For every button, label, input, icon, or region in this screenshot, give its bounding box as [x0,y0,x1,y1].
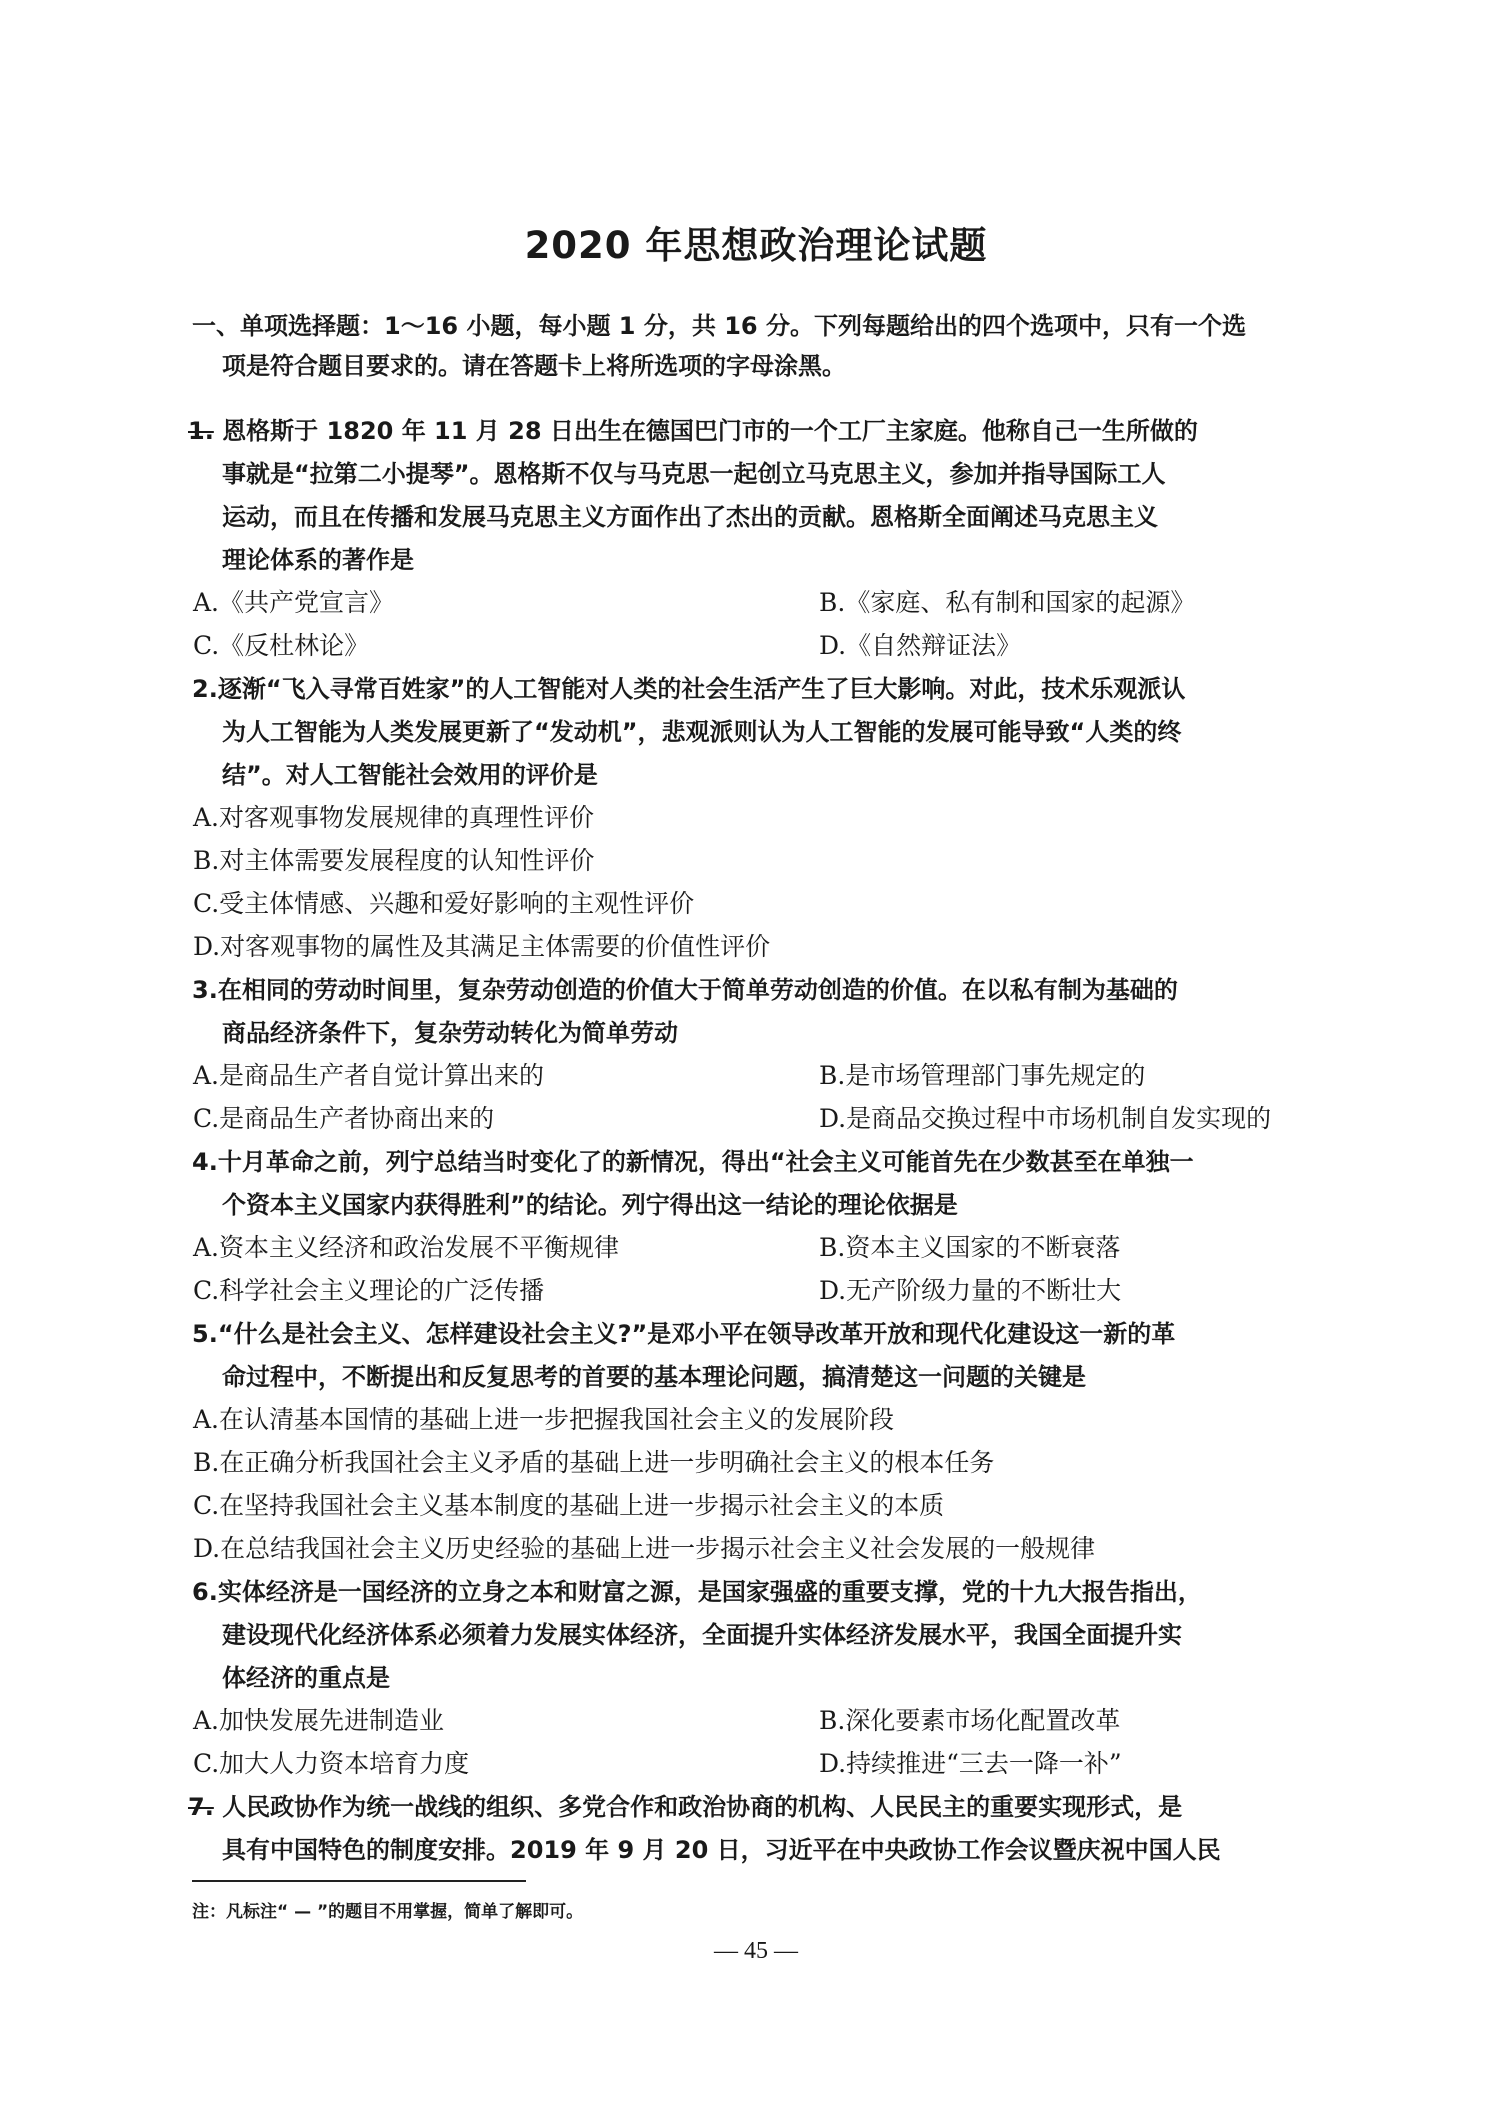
q4-option-c: C.科学社会主义理论的广泛传播 [193,1276,545,1305]
question-5-line-1: 5.“什么是社会主义、怎样建设社会主义?”是邓小平在领导改革开放和现代化建设这一新的革 [192,1320,1176,1348]
q5-option-d: D.在总结我国社会主义历史经验的基础上进一步揭示社会主义社会发展的一般规律 [193,1534,1096,1563]
question-number-1: 1. [188,417,214,445]
question-7-line-2: 具有中国特色的制度安排。2019 年 9 月 20 日，习近平在中央政协工作会议暨庆祝中国人民 [222,1836,1221,1864]
section-instruction-line-1: 一、单项选择题：1～16 小题，每小题 1 分，共 16 分。下列每题给出的四个选项中，只有一个选 [192,312,1246,340]
question-1-line-2: 事就是“拉第二小提琴”。恩格斯不仅与马克思一起创立马克思主义，参加并指导国际工人 [222,460,1166,488]
question-5-line-2: 命过程中，不断提出和反复思考的首要的基本理论问题，搞清楚这一问题的关键是 [222,1363,1086,1391]
q4-option-d: D.无产阶级力量的不断壮大 [819,1276,1122,1305]
question-4-line-1: 4.十月革命之前，列宁总结当时变化了的新情况，得出“社会主义可能首先在少数甚至在单独一 [192,1148,1194,1176]
question-3-line-1: 3.在相同的劳动时间里，复杂劳动创造的价值大于简单劳动创造的价值。在以私有制为基础的 [192,976,1178,1004]
q1-option-d: D.《自然辩证法》 [819,631,1022,660]
page-number: — 45 — [714,1938,798,1964]
page-title: 2020 年思想政治理论试题 [524,224,988,267]
question-1-line-1: 1. 恩格斯于 1820 年 11 月 28 日出生在德国巴门市的一个工厂主家庭。他称自己一生所做的 [188,417,1198,445]
q6-option-a: A.加快发展先进制造业 [193,1706,445,1735]
q6-option-d: D.持续推进“三去一降一补” [819,1749,1122,1778]
q4-option-a: A.资本主义经济和政治发展不平衡规律 [193,1233,620,1262]
question-2-line-1: 2.逐渐“飞入寻常百姓家”的人工智能对人类的社会生活产生了巨大影响。对此，技术乐观派认 [192,675,1186,703]
question-2-line-3: 结”。对人工智能社会效用的评价是 [222,761,598,789]
footnote-rule [192,1880,526,1882]
q2-option-b: B.对主体需要发展程度的认知性评价 [193,846,595,875]
question-6-line-1: 6.实体经济是一国经济的立身之本和财富之源，是国家强盛的重要支撑，党的十九大报告指出， [192,1578,1202,1606]
q4-option-b: B.资本主义国家的不断衰落 [819,1233,1121,1262]
question-6-line-3: 体经济的重点是 [222,1664,390,1692]
question-number-5: 5. [192,1320,218,1348]
q6-option-b: B.深化要素市场化配置改革 [819,1706,1121,1735]
question-1-line-4: 理论体系的著作是 [222,546,414,574]
footnote: 注：凡标注“ — ”的题目不用掌握，简单了解即可。 [192,1902,584,1922]
q5-option-b: B.在正确分析我国社会主义矛盾的基础上进一步明确社会主义的根本任务 [193,1448,995,1477]
question-number-2: 2. [192,675,218,703]
q5-option-c: C.在坚持我国社会主义基本制度的基础上进一步揭示社会主义的本质 [193,1491,945,1520]
question-2-line-2: 为人工智能为人类发展更新了“发动机”，悲观派则认为人工智能的发展可能导致“人类的终 [222,718,1182,746]
q6-option-c: C.加大人力资本培育力度 [193,1749,470,1778]
q3-option-a: A.是商品生产者自觉计算出来的 [193,1061,545,1090]
q1-option-b: B.《家庭、私有制和国家的起源》 [819,588,1196,617]
question-1-line-3: 运动，而且在传播和发展马克思主义方面作出了杰出的贡献。恩格斯全面阐述马克思主义 [222,503,1158,531]
question-number-6: 6. [192,1578,218,1606]
question-4-line-2: 个资本主义国家内获得胜利”的结论。列宁得出这一结论的理论依据是 [222,1191,958,1219]
question-6-line-2: 建设现代化经济体系必须着力发展实体经济，全面提升实体经济发展水平，我国全面提升实 [222,1621,1182,1649]
q2-option-a: A.对客观事物发展规律的真理性评价 [193,803,595,832]
question-number-4: 4. [192,1148,218,1176]
q3-option-c: C.是商品生产者协商出来的 [193,1104,495,1133]
question-number-3: 3. [192,976,218,1004]
q5-option-a: A.在认清基本国情的基础上进一步把握我国社会主义的发展阶段 [193,1405,895,1434]
q1-option-c: C.《反杜林论》 [193,631,370,660]
question-3-line-2: 商品经济条件下，复杂劳动转化为简单劳动 [222,1019,678,1047]
question-7-line-1: 7. 人民政协作为统一战线的组织、多党合作和政治协商的机构、人民民主的重要实现形式，是 [188,1793,1183,1821]
q3-option-d: D.是商品交换过程中市场机制自发实现的 [819,1104,1272,1133]
section-instruction-line-2: 项是符合题目要求的。请在答题卡上将所选项的字母涂黑。 [222,352,846,380]
q1-option-a: A.《共产党宣言》 [193,588,395,617]
question-number-7: 7. [188,1793,214,1821]
q2-option-d: D.对客观事物的属性及其满足主体需要的价值性评价 [193,932,771,961]
q2-option-c: C.受主体情感、兴趣和爱好影响的主观性评价 [193,889,695,918]
q3-option-b: B.是市场管理部门事先规定的 [819,1061,1146,1090]
